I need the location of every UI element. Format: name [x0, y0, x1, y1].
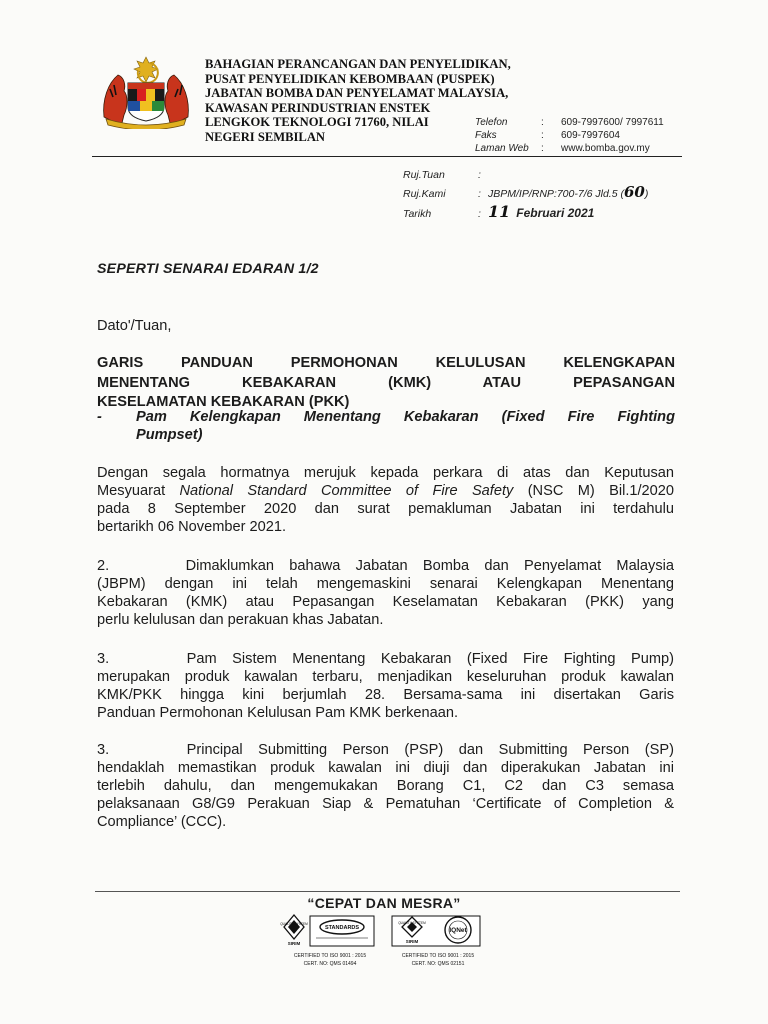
letterhead-divider [92, 156, 682, 157]
contact-value: 609-7997600/ 7997611 [561, 117, 664, 128]
paragraph-line: hendaklah memastikan produk kawalan ini diuji dan diperakukan Jabatan ini [97, 760, 674, 776]
subject-line: MENENTANG KEBAKARAN (KMK) ATAU PEPASANGAN [97, 374, 675, 391]
paragraph-line: 2. Dimaklumkan bahawa Jabatan Bomba dan Penyelamat Malaysia [97, 558, 674, 574]
ref-separator: : [478, 169, 481, 181]
coat-of-arms-logo [98, 55, 194, 129]
paragraph-line [97, 482, 674, 500]
sirim-badge-1 [280, 915, 308, 946]
ref-separator: : [478, 208, 481, 220]
paragraph-2 [97, 557, 674, 629]
contact-label: Laman Web [475, 143, 529, 154]
paragraph-line: 3. Principal Submitting Person (PSP) dan Submitting Person (SP) [97, 742, 674, 758]
ref-label: Tarikh [403, 208, 432, 220]
subheading-line: Pumpset) [136, 427, 203, 443]
handwritten-number: 60 [623, 183, 645, 201]
contact-value: www.bomba.gov.my [561, 143, 650, 154]
paragraph-line: pelaksanaan G8/G9 Perakuan Siap & Pematuhan ‘Certificate of Completion & [97, 796, 674, 812]
paragraph-line: Compliance’ (CCC). [97, 814, 227, 830]
agency-line: NEGERI SEMBILAN [205, 129, 326, 144]
agency-line: PUSAT PENYELIDIKAN KEBOMBAAN (PUSPEK) [205, 71, 495, 86]
contact-telefon [475, 116, 664, 129]
subheading-dash: - [97, 409, 102, 425]
date-value: Februari 2021 [516, 206, 595, 220]
badge-text: QUALITY SYSTEM [280, 922, 308, 926]
badge-text: QUALITY SYSTEM [398, 921, 426, 925]
iqnet-badge [445, 917, 471, 943]
subject-heading [97, 354, 675, 413]
ref-ruj-kami [403, 184, 648, 203]
agency-address [205, 57, 511, 145]
paragraph-3 [97, 650, 674, 722]
paragraph-line: (JBPM) dengan ini telah mengemaskini senarai Kelengkapan Menentang [97, 576, 674, 592]
agency-line: LENGKOK TEKNOLOGI 71760, NILAI [205, 115, 429, 130]
addressee: SEPERTI SENARAI EDARAN 1/2 [97, 261, 319, 277]
paragraph-line: Panduan Permohonan Kelulusan Pam KMK berkenaan. [97, 705, 459, 721]
badge-org: SIRIM [287, 941, 301, 946]
contact-label: Telefon [475, 117, 508, 128]
contact-block [475, 116, 664, 155]
agency-line: KAWASAN PERINDUSTRIAN ENSTEK [205, 100, 431, 115]
paragraph-line: Dengan segala hormatnya merujuk kepada perkara di atas dan Keputusan [97, 465, 674, 481]
contact-separator: : [541, 143, 544, 154]
motto: “CEPAT DAN MESRA” [307, 895, 461, 911]
certification-badges [280, 911, 490, 971]
paragraph-line: perlu kelulusan dan perakuan khas Jabatan. [97, 612, 384, 628]
paragraph-line: bertarikh 06 November 2021. [97, 519, 287, 535]
badge-org: SIRIM [405, 939, 419, 944]
ref-label: Ruj.Kami [403, 188, 446, 200]
iqnet-text: IQNet [449, 927, 467, 934]
standards-text: STANDARDS [324, 925, 360, 931]
ref-value: JBPM/IP/RNP:700-7/6 Jld.5 ( [488, 188, 624, 200]
agency-line: BAHAGIAN PERANCANGAN DAN PENYELIDIKAN, [205, 57, 511, 71]
cert-text: CERTIFIED TO ISO 9001 : 2015 [401, 953, 475, 959]
contact-label: Faks [475, 130, 497, 141]
standards-badge [310, 916, 374, 946]
ref-separator: : [478, 188, 481, 200]
paragraph-line: merupakan produk kawalan terbaru, menjadikan keseluruhan produk kawalan [97, 669, 674, 685]
paragraph-line: terlebih dahulu, dan mengemukakan Borang C1, C2 dan C3 semasa [97, 778, 674, 794]
contact-separator: : [541, 130, 544, 141]
paragraph-line: Kebakaran (KMK) atau Pepasangan Keselamatan Kebakaran (PKK) yang [97, 594, 674, 610]
contact-separator: : [541, 117, 544, 128]
paragraph-4 [97, 741, 674, 831]
cert-text: CERTIFIED TO ISO 9001 : 2015 [293, 953, 367, 959]
subject-subheading [97, 408, 675, 444]
ref-ruj-tuan [403, 167, 648, 184]
ref-tarikh [403, 203, 648, 223]
contact-faks [475, 129, 664, 142]
paragraph-line: 3. Pam Sistem Menentang Kebakaran (Fixed Fire Fighting Pump) [97, 651, 674, 667]
paragraph-1 [97, 464, 674, 536]
line-text: (NSC M) Bil.1/2020 [513, 483, 675, 499]
subject-line: KESELAMATAN KEBAKARAN (PKK) [97, 394, 350, 410]
salutation: Dato'/Tuan, [97, 318, 172, 334]
handwritten-day: 11 [488, 202, 511, 221]
paragraph-line: KMK/PKK hingga kini berjumlah 28. Bersama-sama ini disertakan Garis [97, 687, 674, 703]
footer-divider [95, 891, 680, 892]
committee-name: National Standard Committee of Fire Safety [179, 483, 514, 499]
ref-suffix: ) [644, 188, 649, 200]
line-text: Mesyuarat [97, 483, 180, 499]
contact-website [475, 142, 664, 155]
subject-line: GARIS PANDUAN PERMOHONAN KELULUSAN KELENGKAPAN [97, 355, 675, 371]
cert-number: CERT. NO: QMS 02151 [411, 961, 465, 967]
reference-block [403, 167, 648, 223]
paragraph-line: pada 8 September 2020 dan surat pemakluman Jabatan ini terdahulu [97, 501, 674, 517]
ref-label: Ruj.Tuan [403, 169, 445, 181]
agency-line: JABATAN BOMBA DAN PENYELAMAT MALAYSIA, [205, 86, 509, 101]
contact-value: 609-7997604 [561, 130, 620, 141]
cert-number: CERT. NO: QMS 01494 [303, 961, 357, 967]
subheading-line: Pam Kelengkapan Menentang Kebakaran (Fixed Fire Fighting [136, 409, 675, 425]
